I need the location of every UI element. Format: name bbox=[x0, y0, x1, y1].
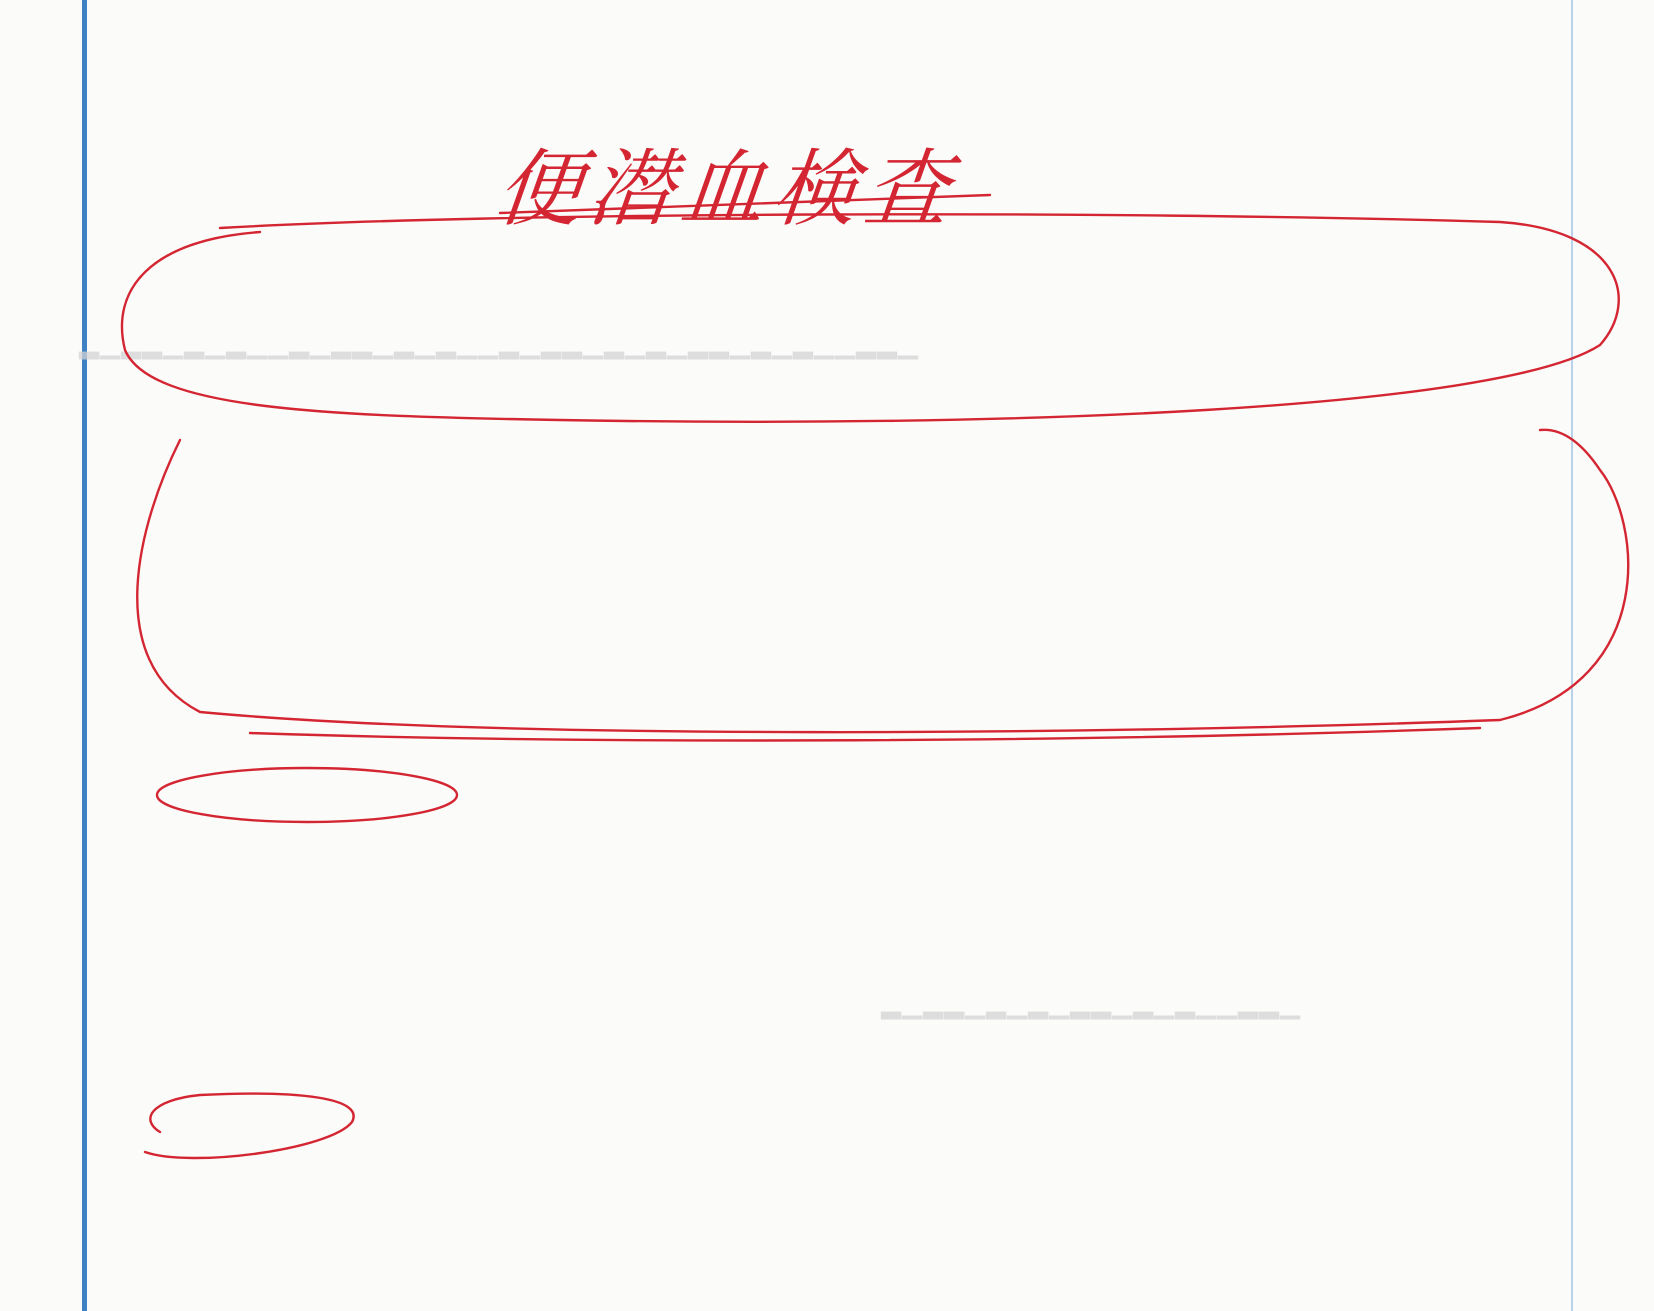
show-through-block: ▁▂▂▁▁▂▁▂▁▂▂▁▂▁▂▁▂▂▁▂ bbox=[880, 990, 1300, 1020]
show-through-block: ▁▂▂▁▁▂▁▂▁▂▂▁▂▁▂▁▂▂▁▂▁▁▂▁▂▁▂▂▁▂▁▁▂▁▂▁▂▂▁▂ bbox=[78, 330, 918, 360]
circle-paragraph-2-inner bbox=[250, 728, 1480, 740]
right-margin-rule bbox=[1571, 0, 1573, 1311]
circle-heading-endoscopy bbox=[157, 768, 457, 822]
circle-paragraph-1 bbox=[122, 214, 1619, 421]
handwritten-title: 便潜血検査 bbox=[492, 140, 963, 238]
margin-rule bbox=[82, 0, 87, 1311]
circle-heading-enema bbox=[145, 1094, 354, 1158]
circle-paragraph-2 bbox=[137, 430, 1628, 732]
